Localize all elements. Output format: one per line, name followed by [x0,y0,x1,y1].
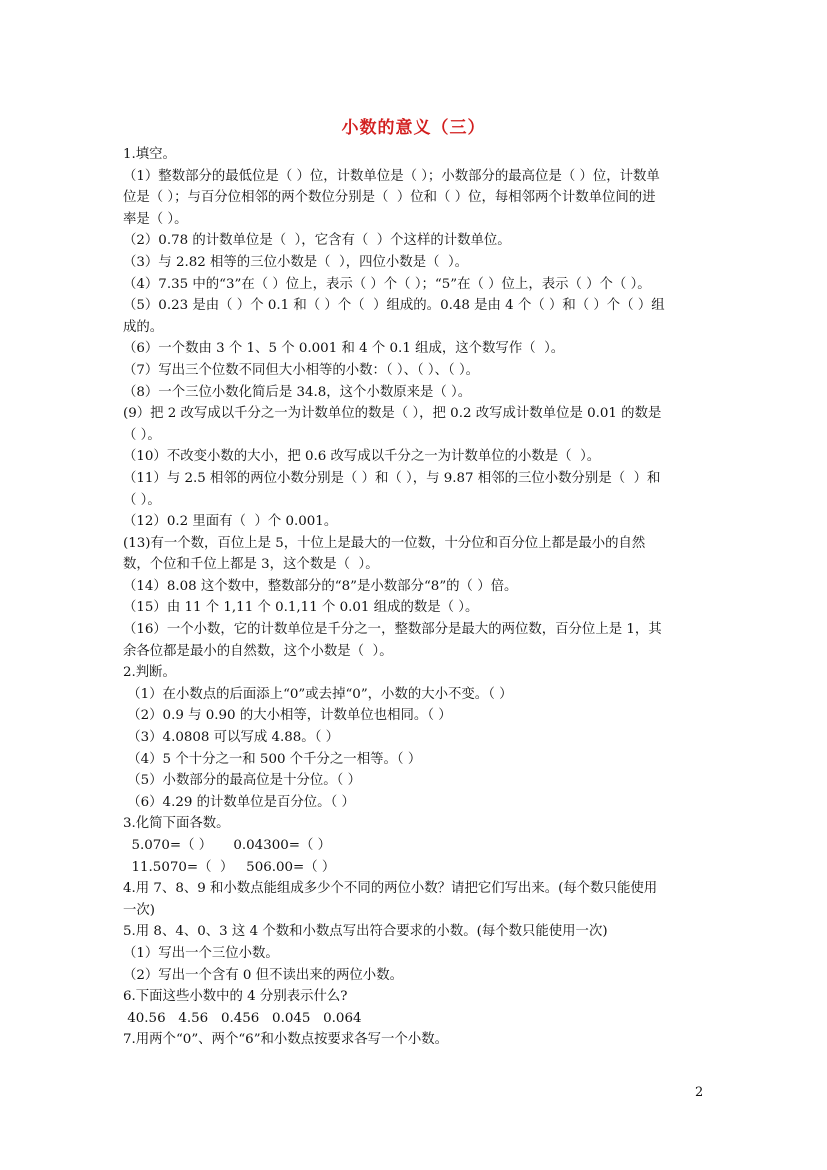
text-line: 3.化简下面各数。 [123,816,230,832]
text-line: 成的。 [123,319,164,335]
text-line: （2）写出一个含有 0 但不读出来的两位小数。 [123,967,403,983]
text-line: （12）0.2 里面有（ ）个 0.001。 [123,514,338,530]
text-line: (13)有一个数，百位上是 5，十位上是最大的一位数，十分位和百分位上都是最小的自然 [123,535,646,551]
text-line: 5.用 8、4、0、3 这 4 个数和小数点写出符合要求的小数。(每个数只能使用一次) [123,924,608,940]
text-line: 余各位都是最小的自然数，这个小数是（ ）。 [123,643,393,659]
text-line: 率是（ ）。 [123,211,188,227]
text-line: （6）4.29 的计数单位是百分位。（ ） [123,794,355,810]
text-line: （11）与 2.5 相邻的两位小数分别是（ ）和（ ），与 9.87 相邻的三位小数分别是（ ）和 [123,470,661,486]
text-line: （5）小数部分的最高位是十分位。（ ） [123,773,361,789]
text-line: （2）0.9 与 0.90 的大小相等，计数单位也相同。（ ） [123,708,452,724]
page-title: 小数的意义（三） [341,118,486,138]
text-line: （14）8.08 这个数中，整数部分的“8”是小数部分“8”的（ ）倍。 [123,578,518,594]
text-line: 一次) [123,902,156,918]
text-line: （16）一个小数，它的计数单位是千分之一，整数部分是最大的两位数，百分位上是 1，其 [123,622,662,638]
text-line: （15）由 11 个 1,11 个 0.1,11 个 0.01 组成的数是（ ）。 [123,600,479,616]
text-line: 1.填空。 [123,147,176,162]
text-line: 11.5070=（ ） 506.00=（ ） [123,859,336,875]
text-line: 2.判断。 [123,665,176,681]
text-line: （6）一个数由 3 个 1、5 个 0.001 和 4 个 0.1 组成，这个数写作（ ）。 [123,341,565,357]
text-line: （3）与 2.82 相等的三位小数是（ ），四位小数是（ ）。 [123,254,469,270]
text-line: （ ）。 [123,492,161,508]
text-line: （5）0.23 是由（ ）个 0.1 和（ ）个（ ）组成的。0.48 是由 4 个（ ）和（ ）个（ ）组 [123,298,665,314]
text-line: 5.070=（ ） 0.04300=（ ） [123,838,332,853]
text-line: （3）4.0808 可以写成 4.88。（ ） [123,730,340,746]
text-line: （2）0.78 的计数单位是（ ），它含有（ ）个这样的计数单位。 [123,233,511,249]
exercise-content [123,144,709,1051]
text-line: 40.56 4.56 0.456 0.045 0.064 [123,1010,362,1026]
text-line: （7）写出三个位数不同但大小相等的小数：（ ）、（ ）、（ ）。 [123,362,480,378]
text-line: （1）写出一个三位小数。 [123,945,279,961]
text-line: （1）整数部分的最低位是（ ）位，计数单位是（ ）；小数部分的最高位是（ ）位，计数单 [123,168,660,184]
text-line: （1）在小数点的后面添上“0”或去掉“0”，小数的大小不变。（ ） [123,686,513,702]
text-line: 数，个位和千位上都是 3，这个数是（ ）。 [123,557,379,573]
text-line: 6.下面这些小数中的 4 分别表示什么? [123,989,348,1005]
text-line: (9）把 2 改写成以千分之一为计数单位的数是（ ），把 0.2 改写成计数单位是 0.01 的数是 [123,406,662,422]
text-line: 4.用 7、8、9 和小数点能组成多少个不同的两位小数？请把它们写出来。(每个数只能使用 [123,881,658,897]
text-line: （10）不改变小数的大小，把 0.6 改写成以千分之一为计数单位的小数是（ ）。 [123,449,601,465]
page-number: 2 [695,1085,704,1100]
text-line: （4）7.35 中的“3”在（ ）位上，表示（ ）个（ ）；“5”在（ ）位上，表示（ ）个（ ）。 [123,276,651,292]
text-line: （4）5 个十分之一和 500 个千分之一相等。（ ） [123,751,422,767]
text-line: 7.用两个“0”、两个“6”和小数点按要求各写一个小数。 [123,1032,449,1048]
text-line: （8）一个三位小数化简后是 34.8，这个小数原来是（ ）。 [123,384,472,400]
text-line: （ ）。 [123,427,161,443]
text-line: 位是（ ）；与百分位相邻的两个数位分别是（ ）位和（ ）位，每相邻两个计数单位间的进 [123,190,656,206]
